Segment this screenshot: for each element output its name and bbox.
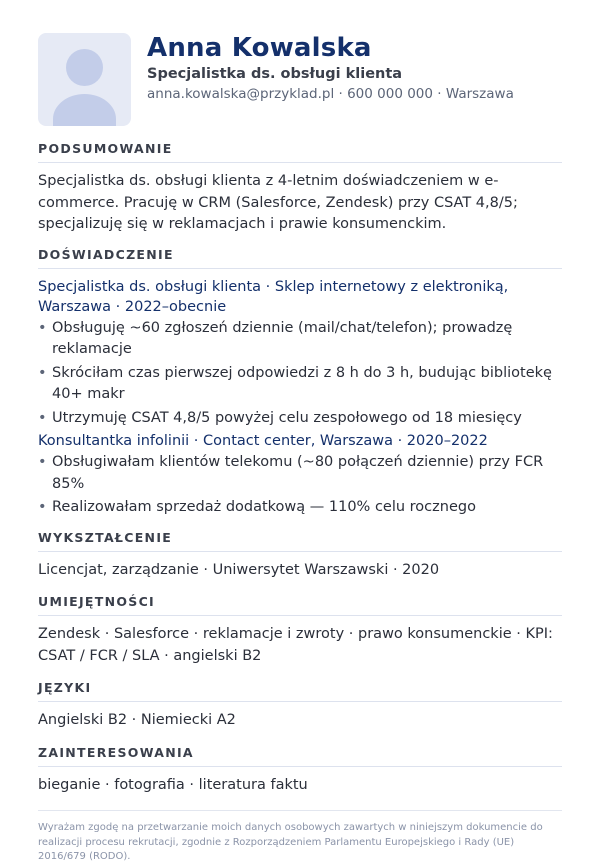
education-section (38, 530, 562, 582)
candidate-role: Specjalistka ds. obsługi klienta (147, 66, 403, 82)
job-heading: Specjalistka ds. obsługi klienta · Sklep internetowy z elektroniką, Warszawa · 2022–obecnie (38, 278, 509, 315)
person-placeholder-icon (38, 33, 131, 126)
summary-text: Specjalistka ds. obsługi klienta z 4-letnim doświadczeniem w e-commerce. Pracuję w CRM (Salesforce, Zendesk) przy CSAT 4,8/5; specjalizuję się w reklamacjach i prawie konsumenckim. (38, 173, 518, 232)
job-bullets (38, 452, 562, 519)
avatar-shoulders (53, 94, 116, 126)
list-item: • Obsługiwałam klientów telekomu (~80 połączeń dziennie) przy FCR 85% (38, 452, 562, 495)
list-item: • Obsługuję ~60 zgłoszeń dziennie (mail/chat/telefon); prowadzę reklamacje (38, 318, 562, 361)
section-title: ZAINTERESOWANIA (38, 745, 562, 767)
experience-section (38, 247, 562, 519)
interests-text: bieganie · fotografia · literatura faktu (38, 776, 308, 793)
identity-block (147, 33, 514, 103)
job-heading: Konsultantka infolinii · Contact center, Warszawa · 2020–2022 (38, 433, 488, 449)
summary-section (38, 141, 562, 236)
section-title: JĘZYKI (38, 680, 562, 702)
cv-header (38, 33, 562, 126)
list-item: • Utrzymuję CSAT 4,8/5 powyżej celu zespołowego od 18 miesięcy (38, 408, 562, 430)
gdpr-consent-clause: Wyrażam zgodę na przetwarzanie moich danych osobowych zawartych w niniejszym dokumencie do realizacji procesu rekrutacji, zgodnie z Rozporządzeniem Parlamentu Europejskiego i Rady (UE) 2016/679 (RODO). (38, 822, 543, 862)
job-entry (38, 277, 562, 430)
skills-section (38, 594, 562, 667)
section-title: DOŚWIADCZENIE (38, 247, 562, 269)
section-title: WYKSZTAŁCENIE (38, 530, 562, 552)
section-title: PODSUMOWANIE (38, 141, 562, 163)
languages-section (38, 680, 562, 732)
footer-divider (38, 810, 562, 811)
avatar-head (66, 49, 103, 86)
interests-section (38, 745, 562, 797)
job-entry (38, 431, 562, 519)
candidate-name: Anna Kowalska (147, 33, 372, 63)
contact-line: anna.kowalska@przyklad.pl · 600 000 000 · Warszawa (147, 86, 514, 102)
job-bullets (38, 318, 562, 430)
languages-text: Angielski B2 · Niemiecki A2 (38, 712, 236, 728)
list-item: • Realizowałam sprzedaż dodatkową — 110% celu rocznego (38, 497, 562, 519)
skills-text: Zendesk · Salesforce · reklamacje i zwroty · prawo konsumenckie · KPI: CSAT / FCR / SLA · angielski B2 (38, 626, 553, 664)
list-item: • Skróciłam czas pierwszej odpowiedzi z 8 h do 3 h, budując bibliotekę 40+ makr (38, 363, 562, 406)
section-title: UMIEJĘTNOŚCI (38, 594, 562, 616)
education-text: Licencjat, zarządzanie · Uniwersytet Warszawski · 2020 (38, 561, 440, 578)
